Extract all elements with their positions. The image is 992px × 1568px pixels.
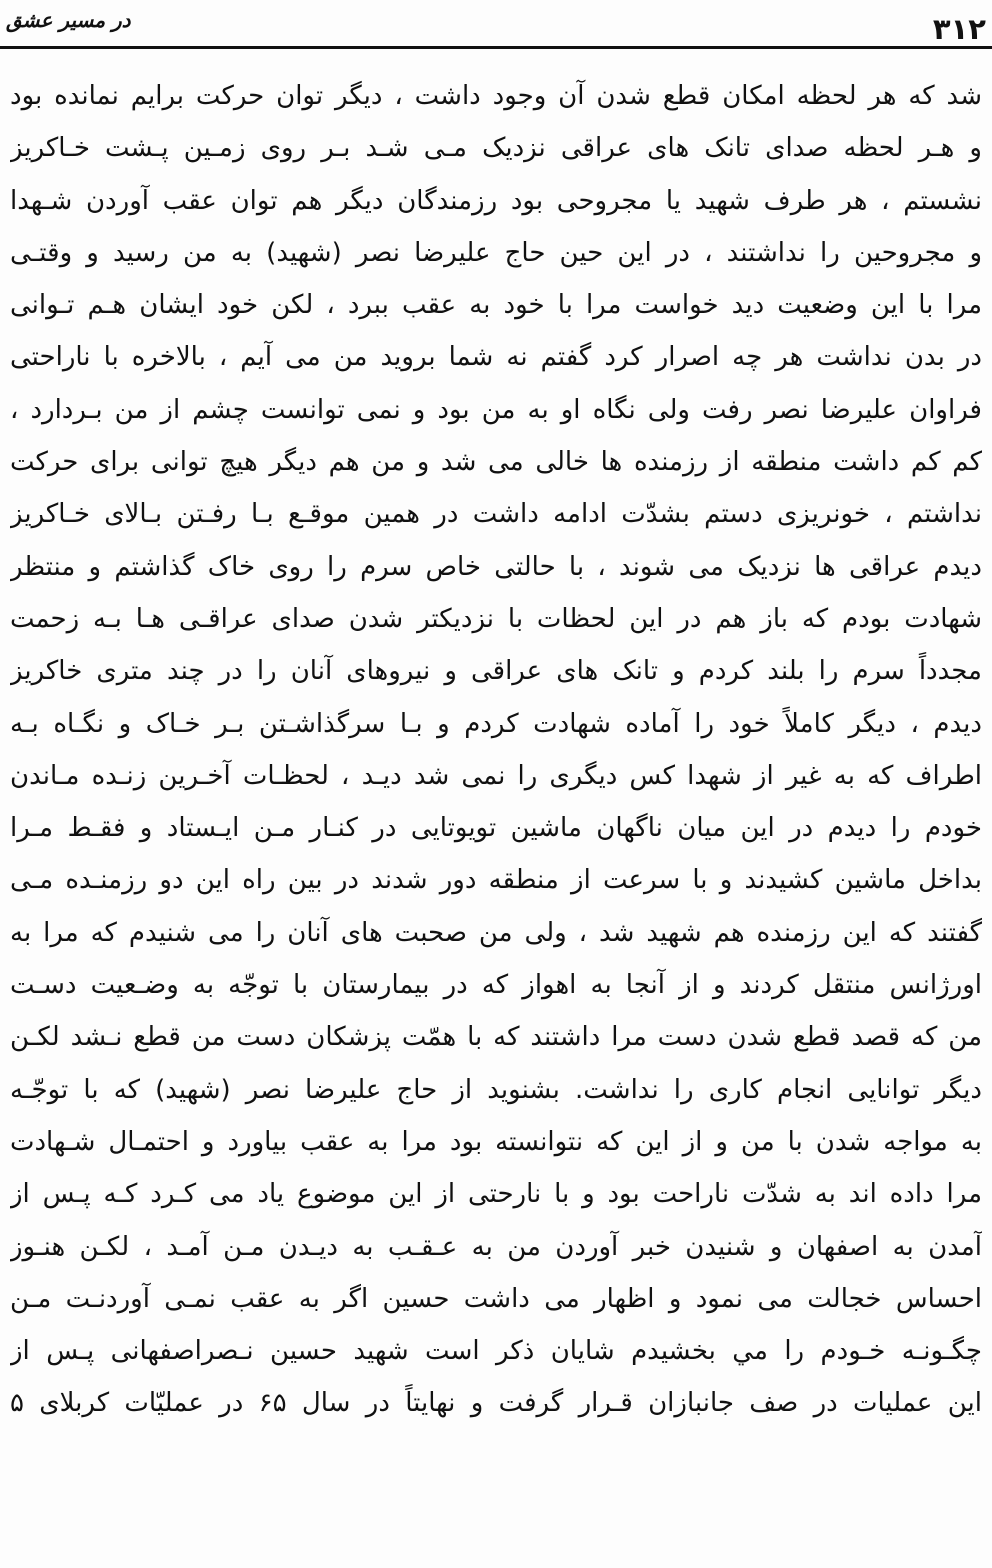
text-line: به مواجه شدن با من و از این که نتوانسته بود مرا به عقب بیاورد و احتمـال شـهادت — [10, 1126, 982, 1157]
text-line: شهادت بودم که باز هم در این لحظات با نزدیکتر شدن صدای عراقـی هـا بـه زحمت — [10, 603, 982, 634]
text-line: چگـونـه خـودم را مي بخشيدم شایان ذکر است شهید حسین نـصراصفهانی پـس از — [10, 1336, 982, 1367]
text-line: این عملیات در صف جانبازان قـرار گرفت و نهایتاً در سال ۶۵ در عملیّات کربلای ۵ — [10, 1388, 982, 1419]
text-line: آمدن به اصفهان و شنیدن خبر آوردن من به عـقـب به دیـدن مـن آمـد ، لکـن هنـوز — [10, 1231, 982, 1262]
text-line: مرا داده اند به شدّت ناراحت بود و با نارحتی از این موضوع یاد می کـرد کـه پـس از — [10, 1179, 982, 1210]
text-line: اورژانس منتقل کردند و از آنجا به اهواز که در بیمارستان با توجّه به وضـعیت دسـت — [10, 970, 982, 1001]
text-line: بداخل ماشین کشیدند و با سرعت از منطقه دور شدند در بین راه این دو رزمنـده مـی — [10, 865, 982, 896]
body-text — [10, 70, 982, 1430]
text-line: اطراف که به غیر از شهدا کس دیگری را نمی شد دیـد ، لحظـات آخـرین زنـده مـاندن — [10, 760, 982, 791]
running-title: در مسیر عشق — [6, 8, 131, 32]
text-line: فراوان علیرضا نصر رفت ولی نگاه او به من بود و نمی توانست چشم از من بـردارد ، — [10, 394, 982, 425]
text-line: دیگر توانایی انجام کاری را نداشت. بشنوید از حاج علیرضا نصر (شهید) که با توجّـه — [10, 1074, 982, 1105]
text-line: مرا با این وضعیت دید خواست مرا با خود به عقب ببرد ، لکن خود ایشان هـم تـوانی — [10, 290, 982, 321]
text-line: دیدم ، دیگر کاملاً خود را آماده شهادت کردم و بـا سرگذاشـتن بـر خـاک و نگـاه بـه — [10, 708, 982, 739]
text-line: مجدداً سرم را بلند کردم و تانک های عراقی و نیروهای آنان را در چند متری خاکریز — [10, 656, 982, 687]
page-header — [0, 0, 992, 60]
header-divider — [0, 46, 992, 49]
text-line: دیدم عراقی ها نزدیک می شوند ، با حالتی خاص سرم را روی خاک گذاشتم و منتظر — [10, 551, 982, 582]
text-line: و هـر لحظه صدای تانک های عراقی نزدیک مـی شـد بـر روی زمـین پـشت خـاکریز — [10, 133, 982, 164]
text-line: من که قصد قطع شدن دست مرا داشتند که با همّت پزشکان دست من قطع نـشد لکـن — [10, 1022, 982, 1053]
page-number: ۳۱۲ — [932, 12, 986, 46]
text-line: خودم را دیدم در این میان ناگهان ماشین تویوتایی در کنـار مـن ایـستاد و فقـط مـرا — [10, 813, 982, 844]
text-line: کم کم داشت منطقه از رزمنده ها خالی می شد و من هم دیگر هیچ توانی برای حرکت — [10, 447, 982, 478]
text-line: در بدن نداشت هر چه اصرار کرد گفتم نه شما بروید من می آیم ، بالاخره با ناراحتی — [10, 342, 982, 373]
text-line: و مجروحین را نداشتند ، در این حین حاج علیرضا نصر (شهید) به من رسید و وقتـی — [10, 237, 982, 268]
text-line: شد که هر لحظه امکان قطع شدن آن وجود داشت ، دیگر توان حرکت برایم نمانده بود — [10, 81, 982, 111]
text-line: احساس خجالت می نمود و اظهار می داشت حسین اگر به عقب نمـی آوردنـت مـن — [10, 1283, 982, 1314]
text-line: نداشتم ، خونریزی دستم بشدّت ادامه داشت در همین موقـع بـا رفـتن بـالای خـاکریز — [10, 499, 982, 530]
text-line: گفتند که این رزمنده هم شهید شد ، ولی من صحبت های آنان را می شنیدم که مرا به — [10, 917, 982, 948]
text-line: نشستم ، هر طرف شهید یا مجروحی بود رزمندگان دیگر هم توان عقب آوردن شـهدا — [10, 185, 982, 216]
